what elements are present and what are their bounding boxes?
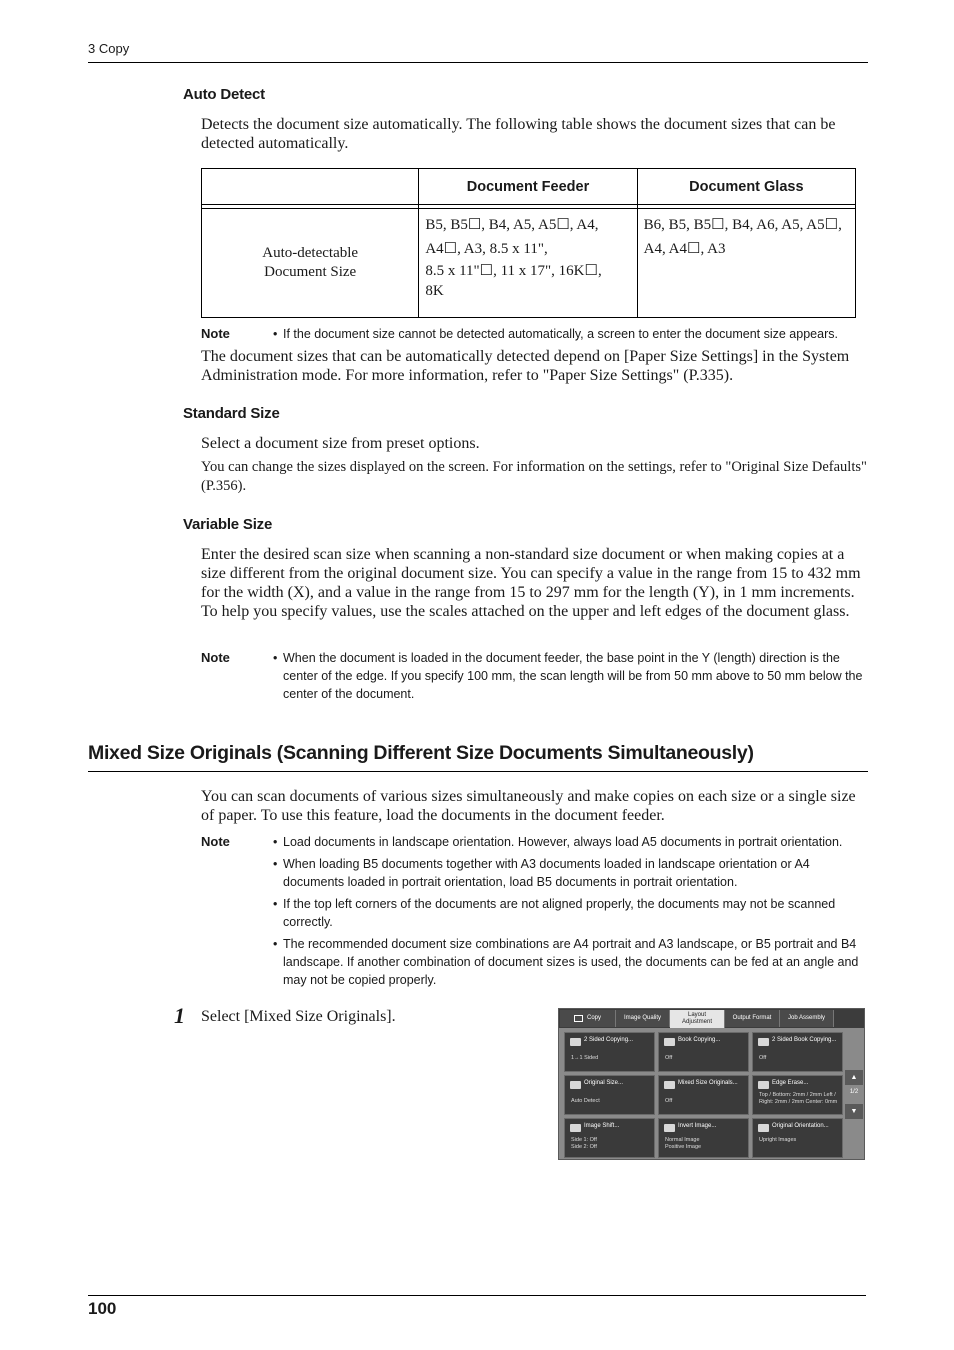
original-orientation-button[interactable]: Original Orientation... Upright Images: [752, 1118, 843, 1158]
copier-panel-screenshot: [558, 1008, 865, 1160]
note-text: If the document size cannot be detected automatically, a screen to enter the document size appears.: [283, 327, 838, 341]
header-rule: [88, 62, 868, 63]
bullet: •: [273, 651, 278, 665]
up-arrow-icon: ▲: [850, 1074, 858, 1081]
variable-size-text: Enter the desired scan size when scanning a non-standard size document or when making copies at a size different from the original document size. You can specify a value in the range from 15 to 432 mm for the width (X), and a value in the range from 15 to 297 mm for the length (Y), in 1 mm increments. To help you specify values, use the scales attached on the upper and left edges of the document glass.: [201, 546, 861, 620]
two-sided-icon: [570, 1038, 581, 1046]
note-text: If the top left corners of the documents are not aligned properly, the documents may not be scanned correctly.: [283, 897, 836, 929]
glass-sizes-cell: [637, 209, 855, 318]
bullet: •: [273, 835, 278, 849]
note-item: [273, 833, 868, 851]
auto-detect-heading: Auto Detect: [183, 86, 265, 103]
two-sided-copying-button[interactable]: 2 Sided Copying... 1→1 Sided: [564, 1032, 655, 1072]
book-copying-button[interactable]: Book Copying... Off: [658, 1032, 749, 1072]
image-shift-icon: [570, 1124, 581, 1132]
edge-erase-button[interactable]: Edge Erase... Top / Bottom: 2mm / 2mm Left / Right: 2mm / 2mm Center: 0mm: [752, 1075, 843, 1115]
note-label: Note: [201, 650, 230, 665]
footer-rule: [88, 1295, 866, 1296]
bullet: •: [273, 327, 278, 341]
note-text: Load documents in landscape orientation. However, always load A5 documents in portrait orientation.: [283, 835, 843, 849]
running-head: 3 Copy: [88, 41, 130, 56]
scroll-up-button[interactable]: [845, 1070, 863, 1085]
down-arrow-icon: ▼: [850, 1108, 858, 1115]
note-text: The recommended document size combinations are A4 portrait and A3 landscape, or B5 portrait and B4 landscape. If another combination of document sizes is used, the documents can be fed at an angle and may not be copied properly.: [283, 937, 859, 987]
col-header-glass: Document Glass: [637, 169, 855, 205]
note-item: [273, 325, 868, 343]
section-rule: [88, 771, 868, 772]
orientation-icon: [758, 1124, 769, 1132]
note-item: [273, 855, 868, 891]
feeder-size-line: 8.5 x 11"☐, 11 x 17", 16K☐,: [425, 263, 602, 279]
invert-image-icon: [664, 1124, 675, 1132]
step-text: Select [Mixed Size Originals].: [201, 1008, 396, 1025]
book-two-sided-icon: [758, 1038, 769, 1046]
page-indicator: 1/2: [849, 1089, 859, 1095]
note-label: Note: [201, 834, 230, 849]
note-item: [273, 649, 868, 703]
two-sided-book-copying-button[interactable]: 2 Sided Book Copying... Off: [752, 1032, 843, 1072]
section-heading: Mixed Size Originals (Scanning Different Size Documents Simultaneously): [88, 742, 754, 764]
feeder-size-line: 8K: [425, 283, 444, 299]
tab-copy[interactable]: Copy: [560, 1010, 616, 1027]
auto-detect-after-note: The document sizes that can be automatically detected depend on [Paper Size Settings] in the System Administration mode. For more information, refer to "Paper Size Settings" (P.335).: [201, 348, 850, 384]
step-number: 1: [174, 1003, 185, 1028]
feeder-size-line: B5, B5☐, B4, A5, A5☐, A4,: [425, 217, 599, 233]
bullet: •: [273, 857, 278, 871]
copy-icon: [574, 1015, 583, 1022]
original-size-button[interactable]: Original Size... Auto Detect: [564, 1075, 655, 1115]
glass-size-line: B6, B5, B5☐, B4, A6, A5, A5☐,: [643, 217, 842, 233]
mixed-intro: You can scan documents of various sizes simultaneously and make copies on each size or a single size of paper. To use this feature, load the documents in the document feeder.: [201, 788, 856, 824]
tab-job-assembly[interactable]: Job Assembly: [780, 1010, 834, 1027]
feeder-sizes-cell: [419, 209, 637, 318]
note-text: When loading B5 documents together with A3 documents loaded in landscape orientation or A4 documents loaded in portrait orientation, load B5 documents in portrait orientation.: [283, 857, 810, 889]
note-item: [273, 895, 868, 931]
mixed-size-icon: [664, 1081, 675, 1089]
scroll-down-button[interactable]: [845, 1104, 863, 1119]
table-corner-cell: [202, 169, 419, 205]
auto-detect-intro: Detects the document size automatically. The following table shows the document sizes that can be detected automatically.: [201, 116, 836, 152]
image-shift-button[interactable]: Image Shift... Side 1: Off Side 2: Off: [564, 1118, 655, 1158]
standard-size-small-text: You can change the sizes displayed on the screen. For information on the settings, refer to "Original Size Defaults" (P.356).: [201, 459, 867, 494]
bullet: •: [273, 897, 278, 911]
standard-size-text: Select a document size from preset options.: [201, 435, 480, 452]
table-header-row: [202, 169, 856, 205]
col-header-feeder: Document Feeder: [419, 169, 637, 205]
book-icon: [664, 1038, 675, 1046]
standard-size-heading: Standard Size: [183, 405, 280, 422]
bullet: •: [273, 937, 278, 951]
feeder-size-line: A4☐, A3, 8.5 x 11",: [425, 241, 548, 257]
mixed-size-originals-button[interactable]: Mixed Size Originals... Off: [658, 1075, 749, 1115]
note-text: When the document is loaded in the document feeder, the base point in the Y (length) direction is the center of the edge. If you specify 100 mm, the scan length will be from 50 mm above to 50 mm below the center of the document.: [283, 651, 863, 701]
tab-bar: [559, 1009, 864, 1028]
tab-layout-adjustment[interactable]: Layout Adjustment: [670, 1010, 725, 1028]
tab-image-quality[interactable]: Image Quality: [616, 1010, 670, 1027]
note-label: Note: [201, 326, 230, 341]
table-row: [202, 209, 856, 318]
edge-erase-icon: [758, 1081, 769, 1089]
row-label-line: Document Size: [264, 264, 357, 280]
original-size-icon: [570, 1081, 581, 1089]
glass-size-line: A4, A4☐, A3: [643, 241, 726, 257]
note-item: [273, 935, 868, 989]
page-number: 100: [88, 1299, 117, 1318]
variable-size-heading: Variable Size: [183, 516, 273, 533]
row-header-cell: [202, 209, 419, 318]
detect-size-table: [201, 168, 856, 318]
invert-image-button[interactable]: Invert Image... Normal Image Positive Image: [658, 1118, 749, 1158]
tab-output-format[interactable]: Output Format: [725, 1010, 780, 1027]
row-label-line: Auto-detectable: [262, 245, 359, 261]
